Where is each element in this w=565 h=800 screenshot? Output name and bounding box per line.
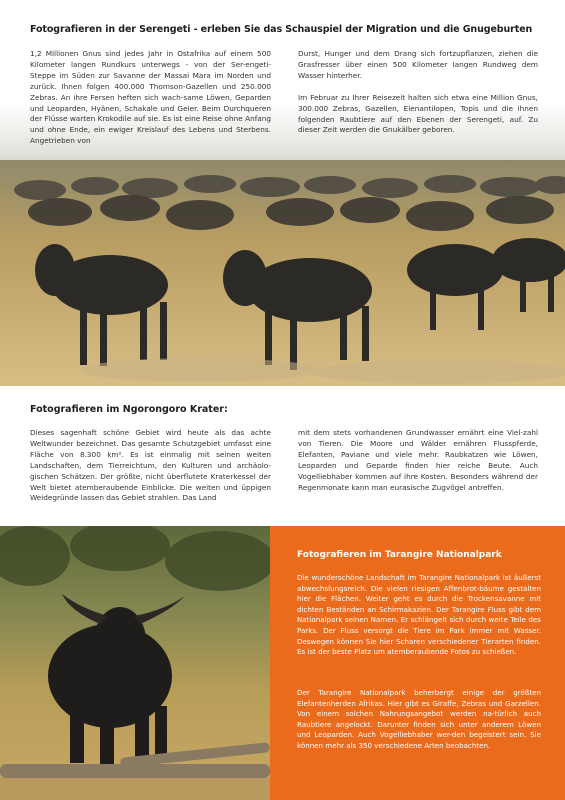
serengeti-column-1: 1,2 Millionen Gnus sind jedes Jahr in Ostafrika auf einem 500 Kilometer langen Rundkurs unterwegs - von der Ser-engeti-Steppe im Süden zur Savanne der Massai Mara im Norden und zurück. Ihnen folgen 400.000 Thomson-Gazellen und 250.000 Zebras. An ihre Fersen heften sich wach-same Löwen, Geparden und Leoparden, Hyänen, Schakale und Geier. Beim Durchqueren der Flüsse warten Krokodile auf sie. Es ist eine Reise ohne Anfang und ohne Ende, ein ewiger Kreislauf des Lebens und Sterbens. Angetrieben von [30, 49, 271, 146]
serengeti-paragraph: Durst, Hunger und dem Drang sich fortzupflanzen, ziehen die Grasfresser über einen 500 Kilometer langen Rundweg dem Wasser hinterher. [298, 49, 538, 80]
tarangire-paragraph-2: Der Tarangire Nationalpark beherbergt einige der größten Elefantenherden Afrikas. Hier gibt es Giraffe, Zebras und Garzellen. Von einem solchen Nahrungsangebot werden na-türlich auch Raubtiere angelockt. Darunter finden sich unter anderem Löwen und Leoparden. Auch Vogelliebhaber wer-den begeistert sein. Sie können mehr als 350 verschiedene Arten beobachten. [297, 688, 541, 750]
tarangire-heading: Fotografieren im Tarangire Nationalpark [297, 550, 502, 560]
ngorongoro-heading: Fotografieren im Ngorongoro Krater: [30, 404, 228, 415]
ngorongoro-column-1: Dieses sagenhaft schöne Gebiet wird heute als das achte Weltwunder bezeichnet. Das gesamte Schutzgebiet umfasst eine Fläche von 8.300 km². Es ist einmalig mit seinen weiten Landschaften, dem Tierreichtum, den Kulturen und archäolo-gischen Schätzen. Der größte, nicht überflutete Kraterkessel der Welt bietet atemberaubende Einblicke. Die weiten und üppigen Weidegründe lassen das Gebiet strahlen. Das Land [30, 428, 271, 503]
ngorongoro-column-2: mit dem stets vorhandenen Grundwasser ernährt eine Viel-zahl von Tieren. Die Moore und Wälder ernähren Flusspferde, Elefanten, Paviane und viele mehr. Raubkatzen wie Löwen, Leoparden und Geparde finden hier reiche Beute. Auch Vogelliebhaber kommen auf ihre Kosten. Besonders während der Regenmonate kann man eurasische Zugvögel antreffen. [298, 428, 538, 492]
tarangire-paragraph-1: Die wunderschöne Landschaft im Tarangire Nationalpark ist äußerst abwechslungsreich. Die vielen riesigen Affenbrot-bäume gestalten hier die Flächen. Weiter geht es durch die Trockensavanne mit dichten Beständen an Schirmakazien. Der Tarangire Fluss gibt dem Nationalpark seinen Namen. Er schlängelt sich durch weite Teile des Parks. Der Fluss versorgt die Tiere im Park immer mit Wasser. Deswegen können Sie hier Scharen verschiedener Tierarten finden. Es ist der beste Platz um atemberaubende Fotos zu schießen. [297, 573, 541, 657]
serengeti-paragraph: Im Februar zu Ihrer Reisezeit halten sich etwa eine Million Gnus, 300.000 Zebras, Gazellen, Elenantilopen, Topis und die ihnen folgenden Raubtiere auf den Ebenen der Serengeti, auf. Zu dieser Zeit werden die Gnukälber geboren. [298, 92, 538, 135]
serengeti-column-2 [298, 49, 538, 147]
serengeti-section [0, 0, 565, 386]
serengeti-heading: Fotografieren in der Serengeti - erleben Sie das Schauspiel der Migration und die Gnugeburten [30, 24, 533, 35]
tarangire-section [270, 526, 565, 800]
wildebeest-herd-photo [0, 160, 565, 386]
buffalo-photo [0, 526, 270, 800]
